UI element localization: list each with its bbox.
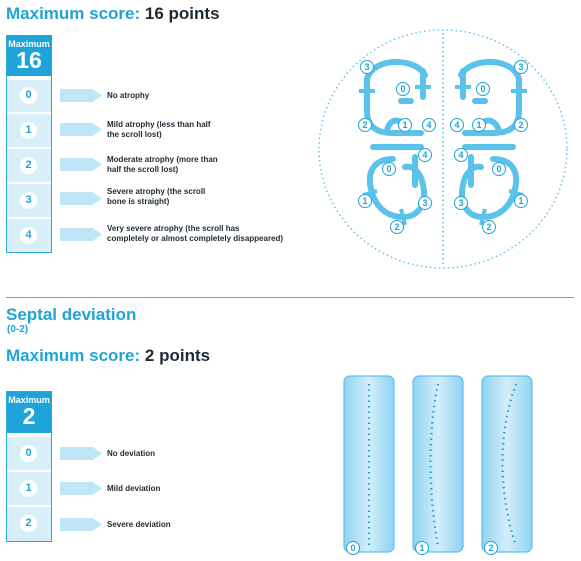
marker-3-left [361, 61, 374, 74]
scale-max-value: 2 [22, 403, 36, 429]
svg-text:1: 1 [402, 120, 408, 130]
scale-max-label: Maximum [8, 395, 50, 405]
max-score-prefix: Maximum score: [6, 346, 141, 365]
septal-level-1-text: Mild deviation [107, 484, 161, 493]
marker-1-left [399, 119, 412, 132]
svg-text:0: 0 [496, 164, 502, 174]
right-upper-turbinate [461, 62, 519, 147]
svg-text:0: 0 [400, 84, 406, 94]
svg-text:3: 3 [518, 62, 524, 72]
desc-line: No atrophy [107, 91, 150, 100]
marker-1-right [473, 119, 486, 132]
score-circle: 2 [20, 157, 37, 174]
svg-text:3: 3 [422, 198, 428, 208]
desc-line: bone is straight) [107, 197, 170, 206]
desc-line: Very severe atrophy (the scroll has [107, 224, 240, 233]
marker-2-right [515, 119, 528, 132]
score-circle: 0 [20, 87, 37, 104]
atrophy-level-4-text [107, 224, 283, 244]
left-lower-turbinate [370, 157, 424, 217]
atrophy-cell-3 [7, 183, 51, 217]
arrow-icon [60, 158, 102, 171]
svg-text:3: 3 [458, 198, 464, 208]
septal-max-score-heading [6, 346, 210, 366]
marker-2-right-lower [483, 221, 496, 234]
svg-text:0: 0 [386, 164, 392, 174]
septal-scale-header [7, 392, 51, 433]
septal-cell-2 [7, 506, 51, 541]
panel-label: 1 [419, 543, 425, 553]
septal-deviation-range: (0-2) [7, 324, 29, 335]
septum-panels [340, 372, 540, 560]
septum-panel-0 [344, 376, 394, 555]
right-lower-turbinate [462, 157, 516, 217]
marker-2-left [359, 119, 372, 132]
septal-cell-1 [7, 471, 51, 505]
svg-text:0: 0 [480, 84, 486, 94]
atrophy-cell-1 [7, 113, 51, 147]
marker-3-left-lower [419, 197, 432, 210]
svg-text:1: 1 [362, 196, 368, 206]
svg-text:4: 4 [422, 150, 428, 160]
scale-max-label: Maximum [8, 39, 50, 49]
svg-text:3: 3 [364, 62, 370, 72]
scale-max-value: 16 [16, 47, 42, 73]
svg-text:2: 2 [362, 120, 368, 130]
svg-text:2: 2 [486, 222, 492, 232]
arrow-icon [60, 447, 102, 460]
left-upper-turbinate [367, 62, 425, 147]
panel-label: 0 [350, 543, 356, 553]
marker-4-left [423, 119, 436, 132]
arrow-icon [60, 482, 102, 495]
desc-line: the scroll lost) [107, 130, 162, 139]
arrow-icon [60, 518, 102, 531]
arrow-icon [60, 123, 102, 136]
score-circle: 2 [20, 515, 37, 532]
atrophy-max-score-heading [6, 4, 220, 24]
svg-text:2: 2 [394, 222, 400, 232]
atrophy-level-2-text [107, 155, 218, 175]
marker-0-right [477, 83, 490, 96]
desc-line: Severe atrophy (the scroll [107, 187, 206, 196]
max-score-value: 16 points [144, 4, 220, 23]
marker-4-right [451, 119, 464, 132]
atrophy-level-0-text [107, 91, 149, 101]
atrophy-cell-2 [7, 148, 51, 182]
max-score-value: 2 points [144, 346, 211, 365]
panel-label: 2 [488, 543, 494, 553]
marker-2-left-lower [391, 221, 404, 234]
svg-text:1: 1 [476, 120, 482, 130]
score-circle: 1 [20, 122, 37, 139]
section-divider [6, 297, 574, 298]
marker-0-left-lower [383, 163, 396, 176]
septal-scale [6, 391, 52, 542]
septum-panel-2 [482, 376, 532, 555]
svg-text:2: 2 [518, 120, 524, 130]
svg-text:1: 1 [518, 196, 524, 206]
svg-text:4: 4 [454, 120, 460, 130]
atrophy-level-3-text [107, 187, 205, 207]
septal-deviation-title: Septal deviation [6, 305, 137, 324]
atrophy-level-1-text [107, 120, 211, 140]
atrophy-cell-0 [7, 79, 51, 112]
marker-3-right-lower [455, 197, 468, 210]
septal-level-2-text: Severe deviation [107, 520, 171, 529]
marker-0-right-lower [493, 163, 506, 176]
marker-1-left-lower [359, 195, 372, 208]
svg-text:4: 4 [458, 150, 464, 160]
turbinate-diagram [315, 27, 575, 271]
septal-level-0-text: No deviation [107, 449, 156, 458]
septum-panel-1 [413, 376, 463, 555]
marker-0-left [397, 83, 410, 96]
arrow-icon [60, 192, 102, 205]
atrophy-scale [6, 35, 52, 253]
desc-line: completely or almost completely disappeared) [107, 234, 284, 243]
score-circle: 1 [20, 480, 37, 497]
atrophy-cell-4 [7, 218, 51, 252]
score-circle: 3 [20, 192, 37, 209]
score-circle: 4 [20, 227, 37, 244]
atrophy-scale-header [7, 36, 51, 76]
max-score-prefix: Maximum score: [6, 4, 141, 23]
desc-line: Moderate atrophy (more than [107, 155, 218, 164]
marker-4-left-lower [419, 149, 432, 162]
septal-cell-0 [7, 436, 51, 470]
arrow-icon [60, 228, 102, 241]
marker-1-right-lower [515, 195, 528, 208]
svg-text:4: 4 [426, 120, 432, 130]
score-circle: 0 [20, 445, 37, 462]
arrow-icon [60, 89, 102, 102]
marker-4-right-lower [455, 149, 468, 162]
desc-line: half the scroll lost) [107, 165, 179, 174]
marker-3-right [515, 61, 528, 74]
desc-line: Mild atrophy (less than half [107, 120, 211, 129]
